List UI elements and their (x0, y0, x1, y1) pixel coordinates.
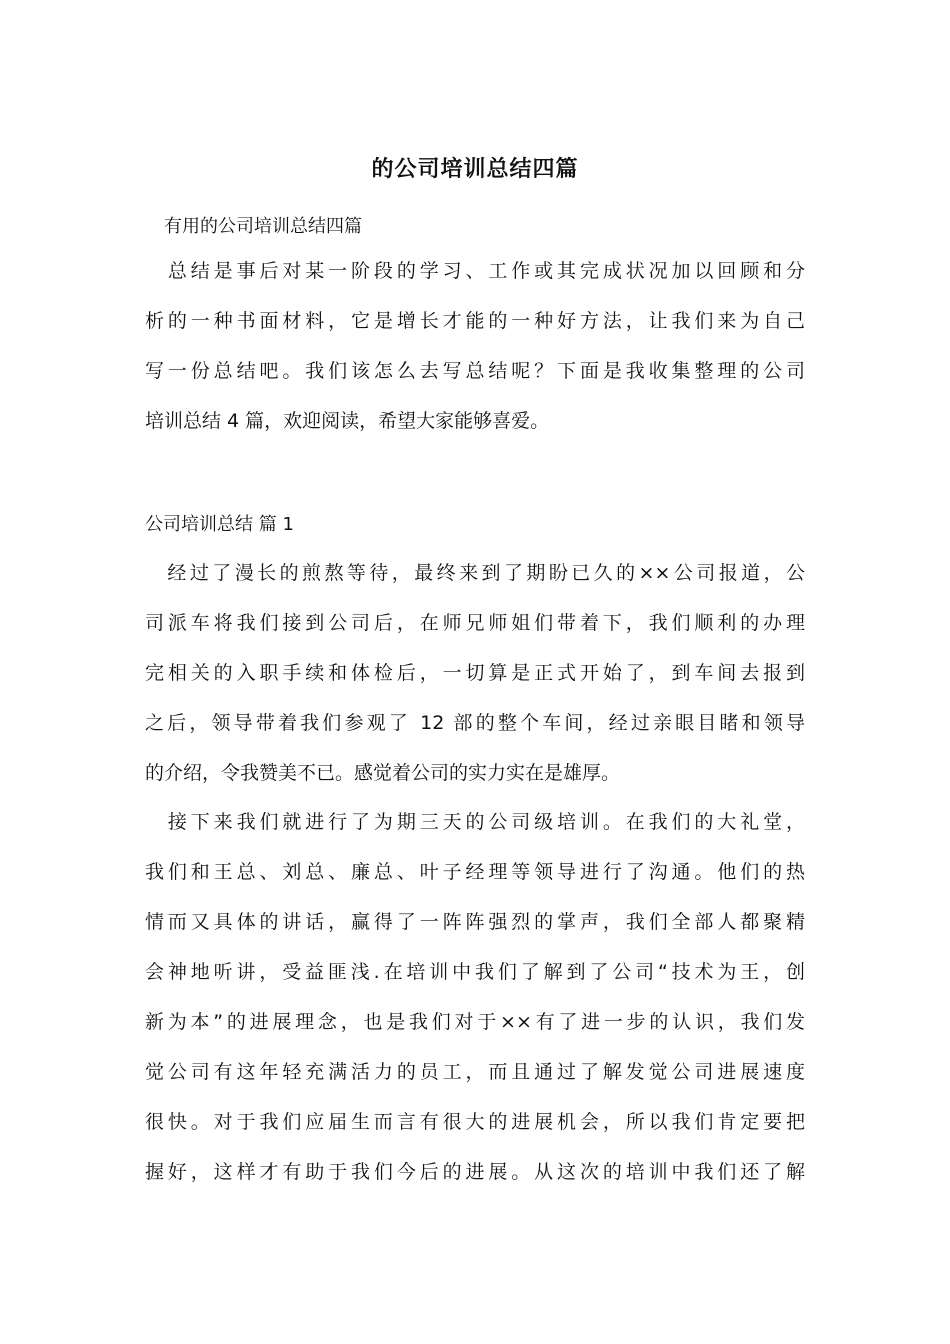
section-heading: 公司培训总结 篇 1 (145, 514, 294, 535)
paragraph-line: 很快。对于我们应届生而言有很大的进展机会，所以我们肯定要把 (145, 1111, 805, 1133)
paragraph-line: 会神地听讲，受益匪浅.在培训中我们了解到了公司“技术为王，创 (145, 961, 805, 983)
paragraph-line: 经过了漫长的煎熬等待，最终来到了期盼已久的××公司报道，公 (145, 562, 805, 584)
paragraph-line: 我们和王总、刘总、廉总、叶子经理等领导进行了沟通。他们的热 (145, 861, 805, 883)
intro-paragraph (145, 246, 805, 446)
paragraph-line: 写一份总结吧。我们该怎么去写总结呢？下面是我收集整理的公司 (145, 360, 805, 382)
body-paragraph-1 (145, 548, 805, 798)
body-paragraph-2 (145, 797, 805, 1197)
paragraph-line: 培训总结 4 篇，欢迎阅读，希望大家能够喜爱。 (145, 410, 550, 432)
paragraph-line: 接下来我们就进行了为期三天的公司级培训。在我们的大礼堂， (145, 811, 805, 833)
paragraph-line: 握好，这样才有助于我们今后的进展。从这次的培训中我们还了解 (145, 1161, 805, 1183)
document-title: 的公司培训总结四篇 (371, 157, 579, 182)
paragraph-line: 析的一种书面材料，它是增长才能的一种好方法，让我们来为自己 (145, 310, 805, 332)
paragraph-line: 完相关的入职手续和体检后，一切算是正式开始了，到车间去报到 (145, 662, 805, 684)
paragraph-line: 之后，领导带着我们参观了 12 部的整个车间，经过亲眼目睹和领导 (145, 712, 805, 734)
paragraph-line: 总结是事后对某一阶段的学习、工作或其完成状况加以回顾和分 (145, 260, 805, 282)
paragraph-line: 新为本”的进展理念，也是我们对于××有了进一步的认识，我们发 (145, 1011, 805, 1033)
paragraph-line: 觉公司有这年轻充满活力的员工，而且通过了解发觉公司进展速度 (145, 1061, 805, 1083)
paragraph-line: 的介绍，令我赞美不已。感觉着公司的实力实在是雄厚。 (145, 762, 621, 784)
paragraph-line: 司派车将我们接到公司后，在师兄师姐们带着下，我们顺利的办理 (145, 612, 805, 634)
document-subtitle: 有用的公司培训总结四篇 (164, 216, 362, 237)
paragraph-line: 情而又具体的讲话，赢得了一阵阵强烈的掌声，我们全部人都聚精 (145, 911, 805, 933)
